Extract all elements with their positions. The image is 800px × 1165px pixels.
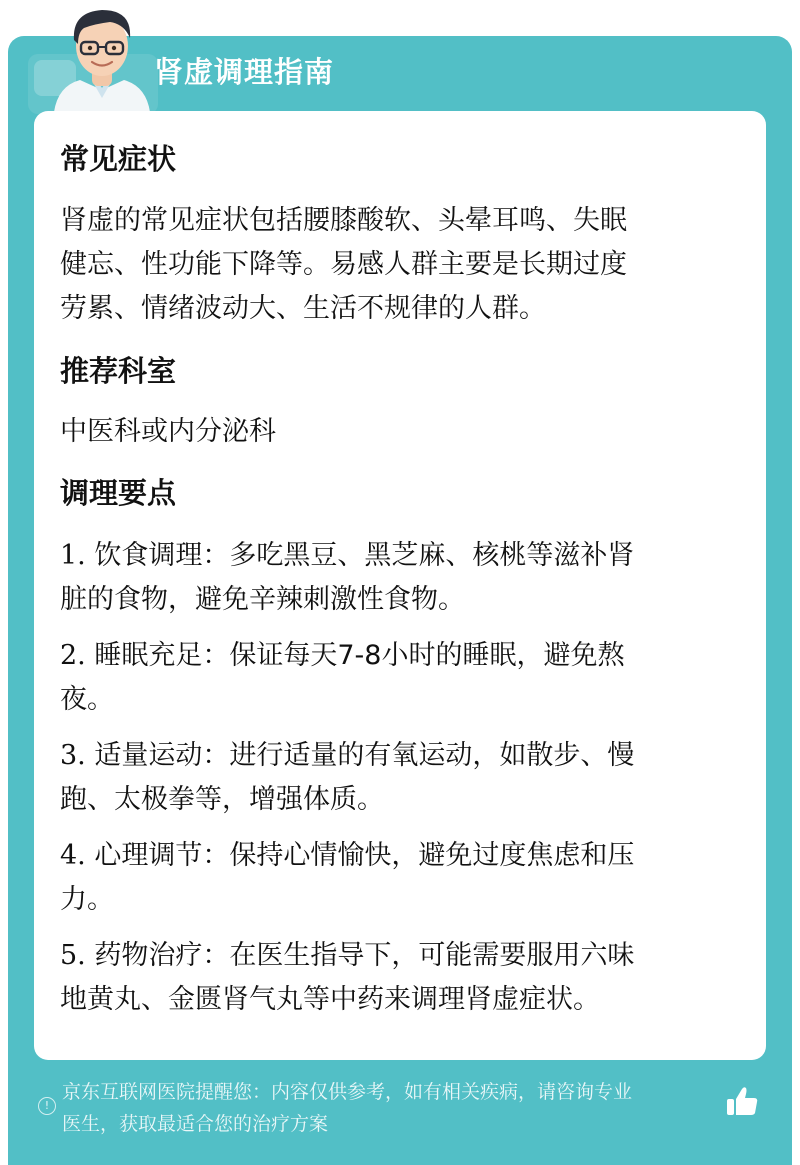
- item-text: 睡眠充足：保证每天7-8小时的睡眠，避免熬: [85, 640, 625, 671]
- list-item: [60, 734, 740, 822]
- text-line: 医生，获取最适合您的治疗方案: [62, 1113, 329, 1135]
- section-title-key-points: 调理要点: [60, 476, 177, 510]
- page-title: 肾虚调理指南: [154, 55, 335, 89]
- item-number: 4.: [60, 840, 86, 871]
- text-line: 脏的食物，避免辛辣刺激性食物。: [60, 584, 465, 615]
- department-text: [60, 410, 740, 454]
- item-text: 适量运动：进行适量的有氧运动，如散步、慢: [85, 740, 635, 771]
- text-line: [60, 534, 740, 578]
- list-item: [60, 834, 740, 922]
- item-number: 1.: [60, 540, 86, 571]
- info-icon: !: [38, 1097, 56, 1115]
- text-line: 劳累、情绪波动大、生活不规律的人群。: [60, 293, 546, 324]
- text-line: 力。: [60, 884, 114, 915]
- disclaimer-text: [62, 1076, 722, 1140]
- item-text: 心理调节：保持心情愉快，避免过度焦虑和压: [85, 840, 635, 871]
- doctor-avatar: [50, 2, 154, 112]
- text-line: 健忘、性功能下降等。易感人群主要是长期过度: [60, 249, 627, 280]
- symptoms-text: [60, 199, 740, 331]
- list-item: [60, 634, 740, 722]
- text-line: 京东互联网医院提醒您：内容仅供参考，如有相关疾病，请咨询专业: [62, 1081, 633, 1103]
- text-line: [60, 934, 740, 978]
- text-line: 肾虚的常见症状包括腰膝酸软、头晕耳鸣、失眠: [60, 205, 627, 236]
- item-number: 2.: [60, 640, 86, 671]
- item-text: 饮食调理：多吃黑豆、黑芝麻、核桃等滋补肾: [85, 540, 635, 571]
- item-number: 5.: [60, 940, 86, 971]
- section-title-symptoms: 常见症状: [60, 142, 177, 176]
- list-item: [60, 934, 740, 1022]
- section-title-department: 推荐科室: [60, 354, 177, 388]
- content-panel: [34, 111, 766, 1060]
- text-line: 夜。: [60, 684, 114, 715]
- text-line: [60, 734, 740, 778]
- item-number: 3.: [60, 740, 86, 771]
- item-text: 药物治疗：在医生指导下，可能需要服用六味: [85, 940, 635, 971]
- text-line: [60, 834, 740, 878]
- text-line: 跑、太极拳等，增强体质。: [60, 784, 384, 815]
- text-line: 中医科或内分泌科: [60, 416, 276, 447]
- text-line: [60, 634, 740, 678]
- list-item: [60, 534, 740, 622]
- thumbs-up-icon[interactable]: [724, 1084, 760, 1120]
- text-line: 地黄丸、金匮肾气丸等中药来调理肾虚症状。: [60, 984, 600, 1015]
